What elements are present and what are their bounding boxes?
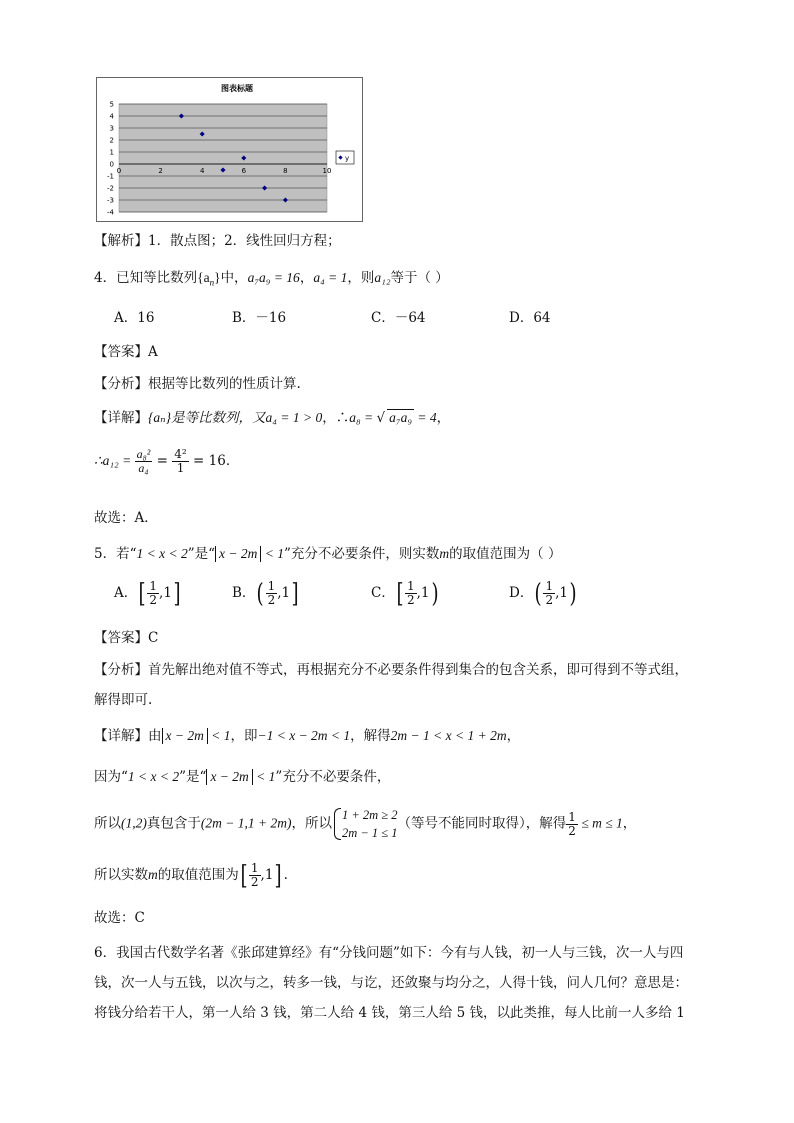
q5-analysis-tag: 【分析】: [94, 662, 148, 678]
q3-analysis-tag: 【解析】: [94, 233, 148, 249]
y-tick-label: 0: [109, 160, 114, 169]
q5-d4-left: [: [240, 860, 248, 891]
legend-label: y: [345, 154, 350, 163]
q5-option-b-den: 2: [267, 593, 276, 607]
q4-frac2-den: 1: [176, 461, 185, 475]
q4-choose: 故选：A．: [94, 510, 158, 526]
q5-analysis-line1: [94, 658, 688, 678]
q5-option-a-num: 1: [149, 579, 158, 593]
q5-option-a-label: A．: [114, 585, 138, 601]
q5-option-b-frac: [266, 580, 278, 607]
q5-stem-b: ”是“: [187, 546, 216, 562]
q4-seq-close: }: [214, 270, 221, 285]
q5-d4-right: ]: [274, 860, 283, 891]
q4-target: a₁₂: [374, 270, 391, 285]
q5-stem: [94, 542, 561, 562]
y-tick-label: -3: [107, 196, 114, 205]
q5-d3-b: 真包含于: [146, 815, 201, 832]
q5-option-d-frac: [543, 580, 555, 607]
q5-option-c-den: 2: [407, 593, 415, 607]
q5-d4-frac: [249, 862, 261, 889]
x-tick-label: 6: [241, 167, 247, 175]
q5-detail-line4: [94, 862, 288, 889]
plot-area: [116, 104, 327, 212]
y-tick-label: -1: [107, 172, 114, 181]
q4-line2-a: ∴a₁₂ =: [94, 453, 135, 468]
q6-line1: 6．我国古代数学名著《张邱建算经》有“分钱问题”如下：今有与人钱，初一人与三钱，次一人与四: [94, 945, 684, 961]
q5-detail-line3: [94, 806, 636, 842]
q5-option-c-rest: ,1: [416, 585, 430, 601]
y-tick-label: 2: [109, 136, 114, 145]
q5-d2-abs: x − 2m: [206, 769, 252, 785]
q5-option-d-den: 2: [545, 593, 554, 607]
q5-option-a-right: ]: [173, 578, 181, 609]
q4-detail-e: = 4: [414, 410, 437, 425]
q4-line2-c: ．: [225, 453, 240, 469]
chart-title: 图表标题: [221, 84, 253, 93]
q4-option-b: B．－16: [232, 310, 287, 326]
y-tick-label: -4: [107, 208, 114, 217]
q5-detail-tag: 【详解】: [94, 728, 148, 744]
q5-d4-rest: ,1: [260, 867, 274, 883]
x-tick-label: 4: [199, 167, 205, 175]
q4-detail-d: a₈ =: [349, 410, 377, 425]
q5-d3-sys1: 1 + 2m ≥ 2: [341, 808, 398, 822]
q4-seq-open: {a: [197, 270, 210, 285]
q5-detail-line2: [94, 765, 390, 785]
q4-option-a: A．16: [114, 310, 155, 326]
q6-line2: 钱，次一人与五钱，以次与之，转多一钱，与讫，还敛聚与均分之，人得十钱，问人几何？意思是：: [94, 975, 688, 991]
q4-detail-sqrt: a₇a₉: [389, 410, 413, 425]
q4-frac1: [135, 448, 153, 475]
x-tick-label: 10: [322, 167, 332, 175]
q4-line2: [94, 448, 239, 475]
q4-option-d: D．64: [509, 310, 551, 326]
q4-detail-c: ，∴: [322, 410, 350, 426]
q4-answer-tag: 【答案】: [94, 344, 148, 360]
y-tick-label: -2: [107, 184, 114, 193]
q4-frac2-num: 4²: [174, 447, 187, 461]
q5-d3-a: 所以: [94, 815, 121, 832]
x-tick-label: 2: [158, 167, 163, 175]
q3-analysis-line: [94, 229, 341, 249]
q5-d4-a: 所以实数: [94, 867, 148, 883]
q5-d3-c: ，所以: [291, 815, 332, 832]
q5-option-d-label: D．: [509, 585, 534, 601]
y-tick-label: 1: [109, 148, 114, 157]
q4-frac2: [172, 448, 188, 475]
q5-d1-c: ，即: [230, 728, 258, 744]
q5-d2-a: 因为“: [94, 769, 128, 785]
q5-option-c: [371, 580, 440, 607]
q4-stem: [94, 266, 449, 288]
q5-option-c-label: C．: [371, 585, 395, 601]
q5-d1-abs: x − 2m: [162, 728, 208, 744]
q3-analysis-text: 1．散点图；2．线性回归方程；: [148, 233, 341, 249]
q5-detail-line1: [94, 724, 520, 744]
q4-stem-b: 中，: [220, 270, 248, 286]
q4-answer-line: [94, 340, 158, 360]
q4-cond-sep: ，: [299, 270, 314, 286]
q4-analysis-tag: 【分析】: [94, 376, 148, 392]
q4-stem-d: 等于（ ）: [390, 270, 449, 286]
q6-line3: 将钱分给若干人，第一人给 3 钱，第二人给 4 钱，第三人给 5 钱，以此类推，每人比前一人多给 1: [94, 1005, 685, 1021]
q4-detail-line: 【详解】{aₙ}是等比数列，又a₄ = 1 > 0，∴a₈ = √ a₇a₉ = 4，: [94, 410, 451, 426]
q5-d4-b: 的取值范围为: [157, 867, 239, 883]
q5-d3-set1: (1,2): [121, 815, 147, 831]
q5-option-c-right: ): [431, 578, 439, 609]
q5-analysis-line2: 解得即可.: [94, 692, 153, 708]
q5-d1-e: ，解得: [350, 728, 391, 744]
q4-detail-b: a₄ = 1 > 0: [265, 410, 323, 425]
q5-option-d-rest: ,1: [555, 585, 569, 601]
q5-d4-c: .: [283, 867, 288, 883]
q4-option-c: C．－64: [371, 310, 426, 326]
q5-d3-set2: (2m − 1,1 + 2m): [200, 815, 292, 831]
q5-d1-a: 由: [148, 728, 162, 744]
q4-frac1-num: a₈²: [136, 447, 151, 461]
q5-answer: C: [148, 630, 159, 646]
q5-option-d: [509, 580, 578, 607]
q4-cond1: a₇a₉ = 16: [247, 270, 300, 285]
q5-abs: x − 2m: [215, 546, 261, 562]
q5-option-c-num: 1: [407, 579, 415, 593]
q5-d1-b: < 1: [207, 728, 231, 743]
q5-option-b-rest: ,1: [277, 585, 291, 601]
q5-option-a: [114, 580, 182, 607]
q5-option-d-right: ): [569, 578, 577, 609]
x-tick-label: 0: [116, 167, 122, 175]
q5-option-b-right: ]: [291, 578, 299, 609]
q5-option-c-frac: [405, 580, 417, 607]
q5-option-d-left: (: [534, 578, 542, 609]
q5-option-a-den: 2: [149, 593, 158, 607]
q4-detail-f: ，: [436, 410, 451, 426]
q5-answer-line: [94, 626, 158, 646]
q4-answer: A: [148, 344, 158, 360]
q5-option-a-rest: ,1: [159, 585, 172, 601]
q5-option-b-num: 1: [267, 579, 276, 593]
q4-eq: =: [152, 453, 173, 469]
q5-option-b: [232, 580, 300, 607]
q4-analysis-line: [94, 372, 301, 392]
q4-seq: [197, 270, 221, 288]
q5-d2-c: < 1: [252, 769, 276, 784]
q5-d3-f: ，: [622, 815, 637, 832]
q5-stem-c: < 1: [261, 546, 285, 561]
y-tick-label: 5: [109, 100, 114, 109]
q5-d1-g: ，: [506, 728, 521, 744]
scatter-chart: [96, 77, 363, 222]
q5-d3-system: [332, 806, 398, 842]
q5-d4-den: 2: [250, 875, 259, 889]
q5-d2-d: ”充分不必要条件，: [275, 769, 391, 785]
q4-detail-a: {aₙ}是等比数列，又: [148, 410, 266, 425]
q4-line2-b: = 16: [188, 453, 226, 469]
q4-cond2: a₄ = 1: [313, 270, 348, 285]
q4-stem-c: ，则: [347, 270, 375, 286]
chart-svg: [97, 78, 362, 221]
q5-d4-num: 1: [250, 861, 259, 875]
q5-choose: 故选：C: [94, 910, 145, 926]
y-tick-label: 3: [109, 124, 114, 133]
q5-option-a-frac: [147, 580, 159, 607]
q4-frac1-den: a₄: [138, 461, 149, 475]
q5-stem-d: ”充分不必要条件，则实数: [284, 546, 440, 562]
q5-d1-f: 2m − 1 < x < 1 + 2m: [390, 728, 507, 743]
q5-var: m: [439, 546, 450, 561]
q5-d3-sys2: 2m − 1 ≤ 1: [341, 826, 398, 840]
q5-d3-num: 1: [568, 809, 576, 824]
q5-stem-e: 的取值范围为（ ）: [449, 546, 562, 562]
q5-option-d-num: 1: [545, 579, 554, 593]
q4-stem-a: 4．已知等比数列: [94, 270, 198, 286]
q5-analysis-1: 首先解出绝对值不等式，再根据充分不必要条件得到集合的包含关系，即可得到不等式组，: [148, 662, 688, 678]
q5-stem-a: 5．若“: [94, 546, 137, 562]
q5-d1-d: −1 < x − 2m < 1: [257, 728, 351, 743]
q5-d3-den: 2: [568, 823, 576, 838]
q4-seq-sub: n: [209, 277, 215, 288]
q5-option-b-label: B．: [232, 585, 256, 601]
q5-d2-b: ”是“: [179, 769, 207, 785]
q5-option-c-left: [: [396, 578, 404, 609]
q5-d3-frac: [566, 811, 578, 838]
q4-detail-tag: 【详解】: [94, 410, 148, 426]
q5-option-a-left: [: [138, 578, 146, 609]
q5-answer-tag: 【答案】: [94, 630, 148, 646]
y-tick-label: 4: [109, 112, 114, 121]
q5-cond: 1 < x < 2: [136, 546, 188, 561]
x-tick-label: 8: [283, 167, 288, 175]
q5-d3-e: ≤ m ≤ 1: [577, 815, 623, 831]
q5-option-b-left: (: [256, 578, 265, 609]
q5-d2-cond: 1 < x < 2: [127, 769, 180, 784]
q5-d3-d: （等号不能同时取得），解得: [397, 815, 567, 832]
q4-analysis: 根据等比数列的性质计算.: [148, 376, 301, 392]
q5-d4-var: m: [148, 867, 158, 882]
